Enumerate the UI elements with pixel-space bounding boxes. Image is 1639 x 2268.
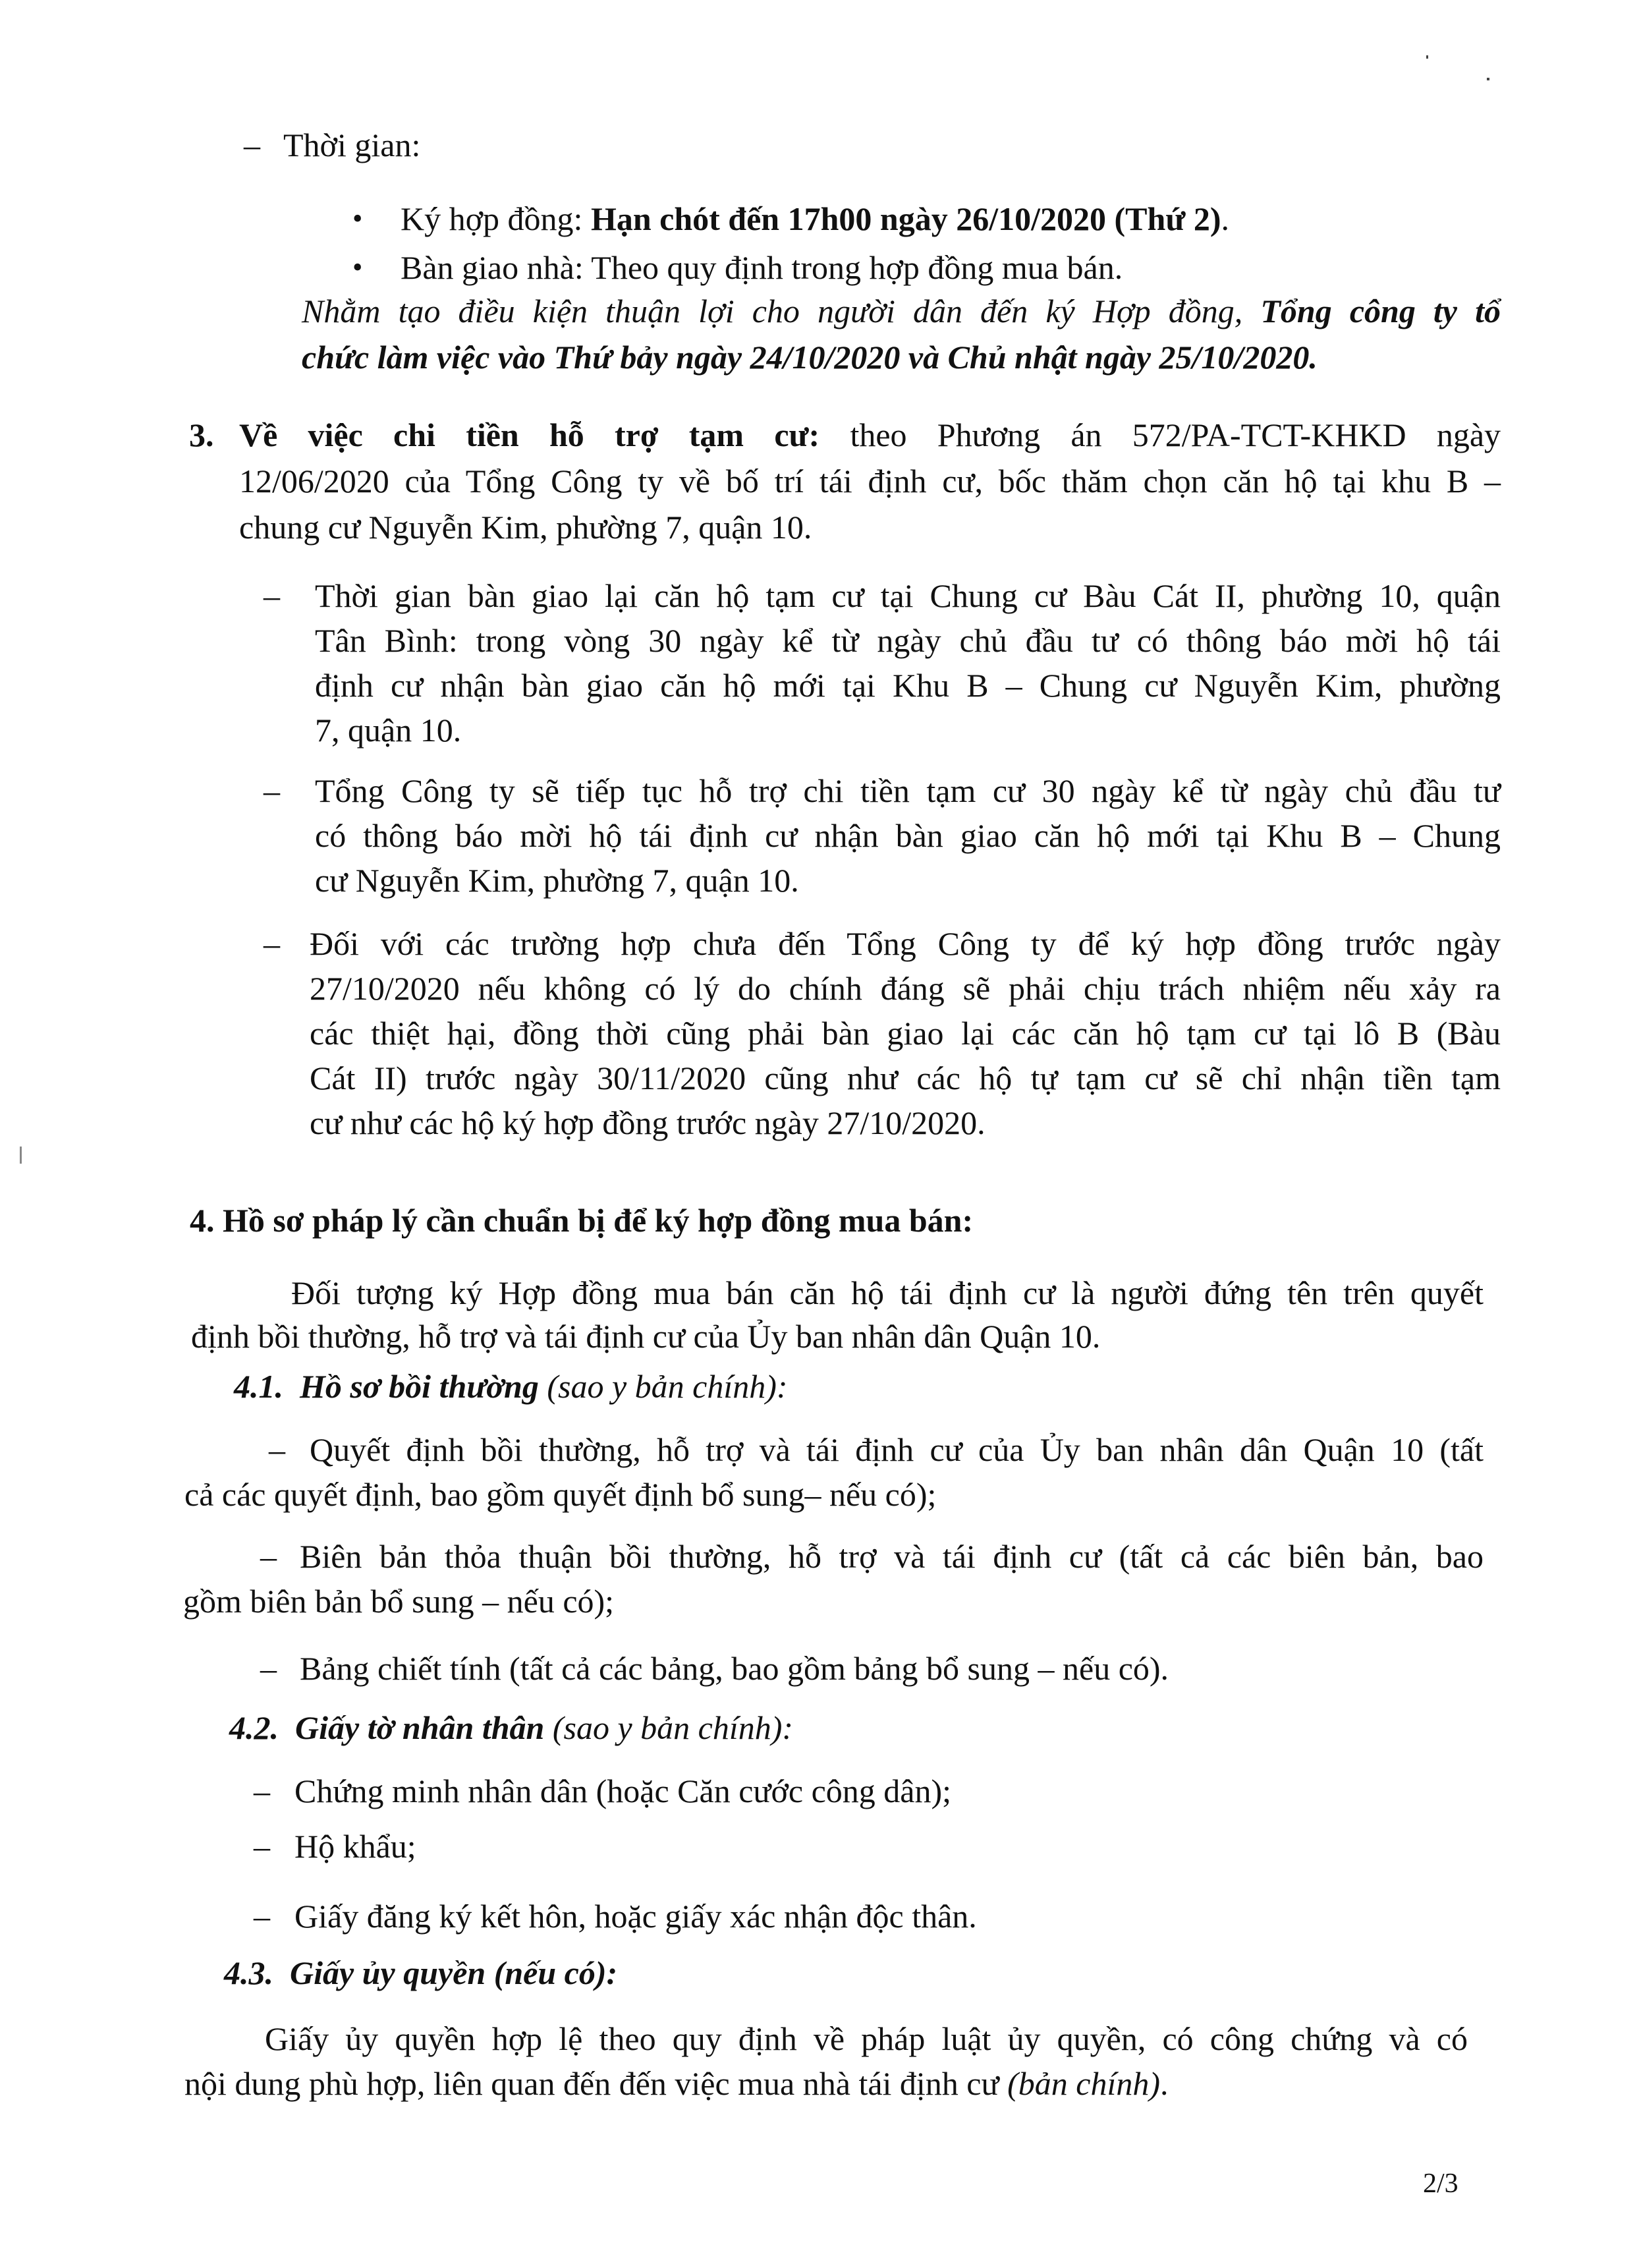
s41-item3-line1: Bảng chiết tính (tất cả các bảng, bao gồm bảng bổ sung – nếu có). [300, 1650, 1169, 1687]
s3-item3-line: Đối với các trường hợp chưa đến Tổng Công ty để ký hợp đồng trước ngày [310, 925, 1501, 962]
bullet-marker: • [352, 202, 363, 235]
s3-item2-line: cư Nguyễn Kim, phường 7, quận 10. [315, 862, 799, 899]
ky-hop-dong-end: . [1221, 200, 1229, 237]
ky-hop-dong-label: Ký hợp đồng: [401, 200, 591, 237]
dash-marker: – [264, 925, 280, 962]
sub-4-1-number: 4.1. [234, 1368, 283, 1405]
dash-marker: – [264, 577, 280, 614]
section-3-number: 3. [189, 416, 214, 453]
s3-item3-line: các thiệt hại, đồng thời cũng phải bàn giao lại các căn hộ tạm cư tại lô B (Bàu [310, 1015, 1501, 1052]
s41-item1-line1: Quyết định bồi thường, hỗ trợ và tái định cư của Ủy ban nhân dân Quận 10 (tất [310, 1431, 1484, 1468]
dash-marker: – [254, 1772, 270, 1809]
s43-body-2-text: nội dung phù hợp, liên quan đến đến việc mua nhà tái định cư [184, 2065, 1008, 2102]
ban-giao-nha-item: Bàn giao nhà: Theo quy định trong hợp đồng mua bán. [401, 249, 1123, 286]
note-bold-1: Tổng công ty tổ [1260, 293, 1501, 329]
s43-body-2-end: . [1160, 2065, 1169, 2102]
s3-item1-line: Tân Bình: trong vòng 30 ngày kể từ ngày chủ đầu tư có thông báo mời hộ tái [315, 622, 1501, 659]
sub-4-3-heading [224, 1952, 617, 1994]
page-number: 2/3 [1423, 2169, 1458, 2199]
bullet-marker: • [352, 251, 363, 283]
sub-4-2-note: (sao y bản chính): [544, 1709, 794, 1746]
s42-item1: Chứng minh nhân dân (hoặc Căn cước công dân); [294, 1772, 952, 1809]
s42-item3: Giấy đăng ký kết hôn, hoặc giấy xác nhận độc thân. [294, 1898, 977, 1935]
sub-4-2-heading [229, 1707, 793, 1749]
sub-4-2-title: Giấy tờ nhân thân [295, 1709, 545, 1746]
s43-body-1: Giấy ủy quyền hợp lệ theo quy định về pháp luật ủy quyền, có công chứng và có [265, 2020, 1468, 2057]
s3-item2-line: có thông báo mời hộ tái định cư nhận bàn giao căn hộ mới tại Khu B – Chung [315, 817, 1501, 854]
dash-marker: – [254, 1898, 270, 1935]
dash-marker: – [244, 127, 260, 163]
scan-speck [1487, 78, 1489, 80]
s3-item1-line: định cư nhận bàn giao căn hộ mới tại Khu B – Chung cư Nguyễn Kim, phường [315, 667, 1501, 704]
s3-item3-line: Cát II) trước ngày 30/11/2020 cũng như các hộ tự tạm cư sẽ chỉ nhận tiền tạm [310, 1060, 1501, 1096]
sub-4-1-note: (sao y bản chính): [538, 1368, 788, 1405]
s3-item3-line: cư như các hộ ký hợp đồng trước ngày 27/10/2020. [310, 1104, 986, 1141]
section-3-title: Về việc chi tiền hỗ trợ tạm cư: [239, 416, 820, 453]
s3-item2-line: Tổng Công ty sẽ tiếp tục hỗ trợ chi tiền tạm cư 30 ngày kể từ ngày chủ đầu tư [315, 772, 1501, 809]
note-line-2: chức làm việc vào Thứ bảy ngày 24/10/2020 và Chủ nhật ngày 25/10/2020. [302, 339, 1318, 376]
s41-item1-line2: cả các quyết định, bao gồm quyết định bổ sung– nếu có); [184, 1476, 937, 1513]
s41-item2-line1: Biên bản thỏa thuận bồi thường, hỗ trợ và tái định cư (tất cả các biên bản, bao [300, 1538, 1484, 1575]
note-italic: Nhằm tạo điều kiện thuận lợi cho người dân đến ký Hợp đồng, [302, 293, 1243, 329]
s3-item1-line: Thời gian bàn giao lại căn hộ tạm cư tại Chung cư Bàu Cát II, phường 10, quận [315, 577, 1501, 614]
s43-body-2 [184, 2062, 1169, 2105]
section-4-intro-2: định bồi thường, hỗ trợ và tái định cư của Ủy ban nhân dân Quận 10. [191, 1318, 1101, 1355]
s42-item2: Hộ khẩu; [294, 1828, 416, 1865]
sub-4-1-title: Hồ sơ bồi thường [300, 1368, 539, 1405]
scan-speck [1426, 55, 1428, 59]
ky-hop-dong-item [401, 198, 1229, 240]
section-3-intro-3: chung cư Nguyễn Kim, phường 7, quận 10. [239, 509, 812, 546]
s43-body-2-italic: (bản chính) [1007, 2065, 1160, 2102]
section-3-intro-2: 12/06/2020 của Tổng Công ty về bố trí tái định cư, bốc thăm chọn căn hộ tại khu B – [239, 463, 1501, 499]
dash-marker: – [260, 1650, 277, 1687]
ky-hop-dong-deadline: Hạn chót đến 17h00 ngày 26/10/2020 (Thứ 2) [590, 200, 1221, 237]
section-4-intro-1: Đối tượng ký Hợp đồng mua bán căn hộ tái định cư là người đứng tên trên quyết [291, 1274, 1484, 1311]
dash-marker: – [269, 1431, 285, 1468]
dash-marker: – [260, 1538, 277, 1575]
section-3-heading [239, 414, 1501, 456]
sub-4-1-heading [234, 1365, 788, 1407]
sub-4-3-number: 4.3. [224, 1954, 273, 1991]
dash-marker: – [254, 1828, 270, 1865]
scan-speck [20, 1147, 22, 1164]
thoi-gian-label: Thời gian: [283, 127, 421, 163]
dash-marker: – [264, 772, 280, 809]
section-3-intro-1: theo Phương án 572/PA-TCT-KHKD ngày [850, 416, 1501, 453]
s3-item3-line: 27/10/2020 nếu không có lý do chính đáng sẽ phải chịu trách nhiệm nếu xảy ra [310, 970, 1501, 1007]
sub-4-3-title: Giấy ủy quyền (nếu có): [290, 1954, 618, 1991]
note-line-1 [302, 290, 1501, 332]
s41-item2-line2: gồm biên bản bổ sung – nếu có); [183, 1583, 615, 1620]
s3-item1-line: 7, quận 10. [315, 712, 462, 749]
section-4-title: 4. Hồ sơ pháp lý cần chuẩn bị để ký hợp đồng mua bán: [190, 1202, 974, 1239]
sub-4-2-number: 4.2. [229, 1709, 279, 1746]
